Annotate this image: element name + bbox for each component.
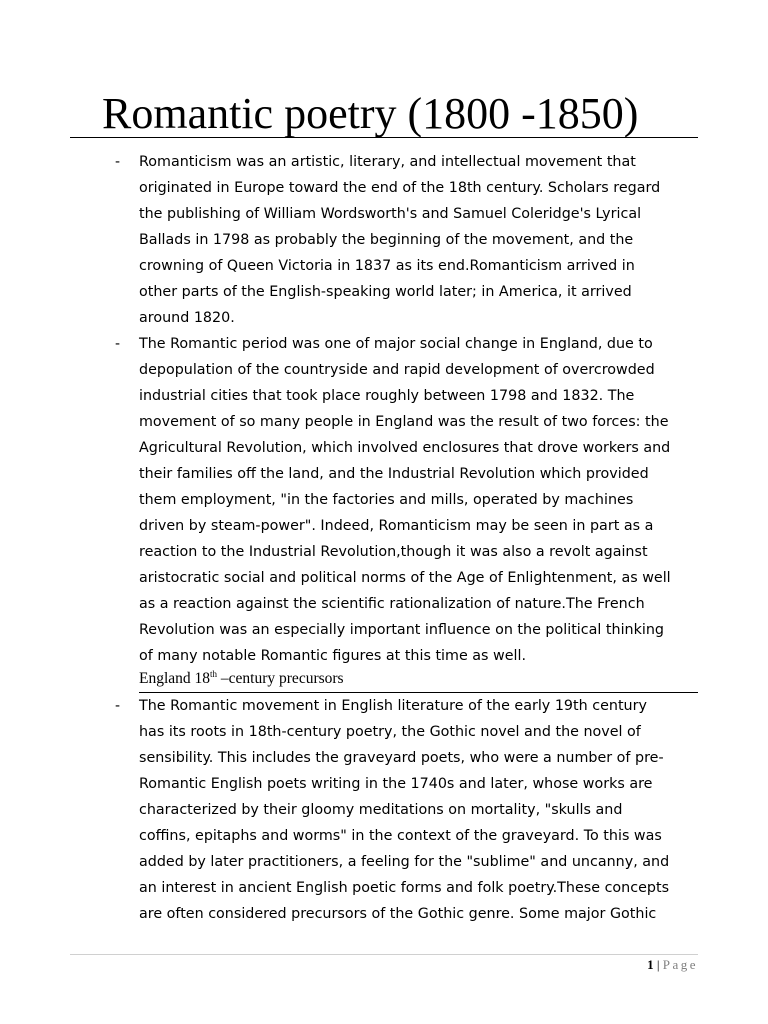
paragraph-line: Romantic English poets writing in the 1740s and later, whose works are [139, 776, 653, 792]
paragraph-line: them employment, "in the factories and mills, operated by machines [139, 492, 634, 508]
page-title: Romantic poetry (1800 -1850) [102, 89, 639, 138]
paragraph-line: movement of so many people in England was the result of two forces: the [139, 414, 669, 430]
footer-divider [70, 954, 698, 955]
paragraph-line: The Romantic movement in English literature of the early 19th century [139, 698, 647, 714]
paragraph-line: around 1820. [139, 310, 235, 326]
paragraph-line: of many notable Romantic figures at this time as well. [139, 648, 527, 664]
paragraph-line: sensibility. This includes the graveyard poets, who were a number of pre- [139, 750, 664, 766]
paragraph-line: characterized by their gloomy meditations on mortality, "skulls and [139, 802, 623, 818]
paragraph-line: coffins, epitaphs and worms" in the context of the graveyard. To this was [139, 828, 662, 844]
paragraph-line: as a reaction against the scientific rationalization of nature.The French [139, 596, 645, 612]
paragraph-line: Ballads in 1798 as probably the beginning of the movement, and the [139, 232, 634, 248]
paragraph-line: other parts of the English-speaking world later; in America, it arrived [139, 284, 632, 300]
page-number: 1 [647, 957, 654, 972]
paragraph-line: reaction to the Industrial Revolution,though it was also a revolt against [139, 544, 648, 560]
paragraph-line: Agricultural Revolution, which involved enclosures that drove workers and [139, 440, 671, 456]
bullet-marker: - [115, 336, 121, 352]
paragraph-line: driven by steam-power". Indeed, Romanticism may be seen in part as a [139, 518, 654, 534]
page-label: Page [662, 957, 698, 972]
paragraph-line: The Romantic period was one of major social change in England, due to [139, 336, 653, 352]
subheading-text: England 18 [139, 670, 211, 687]
page-footer [647, 956, 698, 974]
section-subheading [139, 666, 344, 692]
bullet-marker: - [115, 154, 121, 170]
paragraph-line: Revolution was an especially important influence on the political thinking [139, 622, 664, 638]
footer-separator: | [653, 957, 663, 972]
paragraph-line: their families off the land, and the Industrial Revolution which provided [139, 466, 649, 482]
paragraph-line: aristocratic social and political norms of the Age of Enlightenment, as well [139, 570, 671, 586]
title-underline [70, 137, 698, 138]
paragraph-line: depopulation of the countryside and rapid development of overcrowded [139, 362, 655, 378]
paragraph-line: the publishing of William Wordsworth's and Samuel Coleridge's Lyrical [139, 206, 642, 222]
paragraph-line: crowning of Queen Victoria in 1837 as its end.Romanticism arrived in [139, 258, 635, 274]
subheading-superscript: th [210, 669, 218, 679]
paragraph-line: an interest in ancient English poetic forms and folk poetry.These concepts [139, 880, 670, 896]
subheading-text-rest: –century precursors [217, 670, 344, 687]
paragraph-line: Romanticism was an artistic, literary, and intellectual movement that [139, 154, 636, 170]
paragraph-line: has its roots in 18th-century poetry, the Gothic novel and the novel of [139, 724, 641, 740]
paragraph-line: originated in Europe toward the end of the 18th century. Scholars regard [139, 180, 661, 196]
paragraph-line: are often considered precursors of the Gothic genre. Some major Gothic [139, 906, 657, 922]
paragraph-line: industrial cities that took place roughly between 1798 and 1832. The [139, 388, 635, 404]
bullet-marker: - [115, 698, 121, 714]
paragraph-line: added by later practitioners, a feeling for the "sublime" and uncanny, and [139, 854, 670, 870]
